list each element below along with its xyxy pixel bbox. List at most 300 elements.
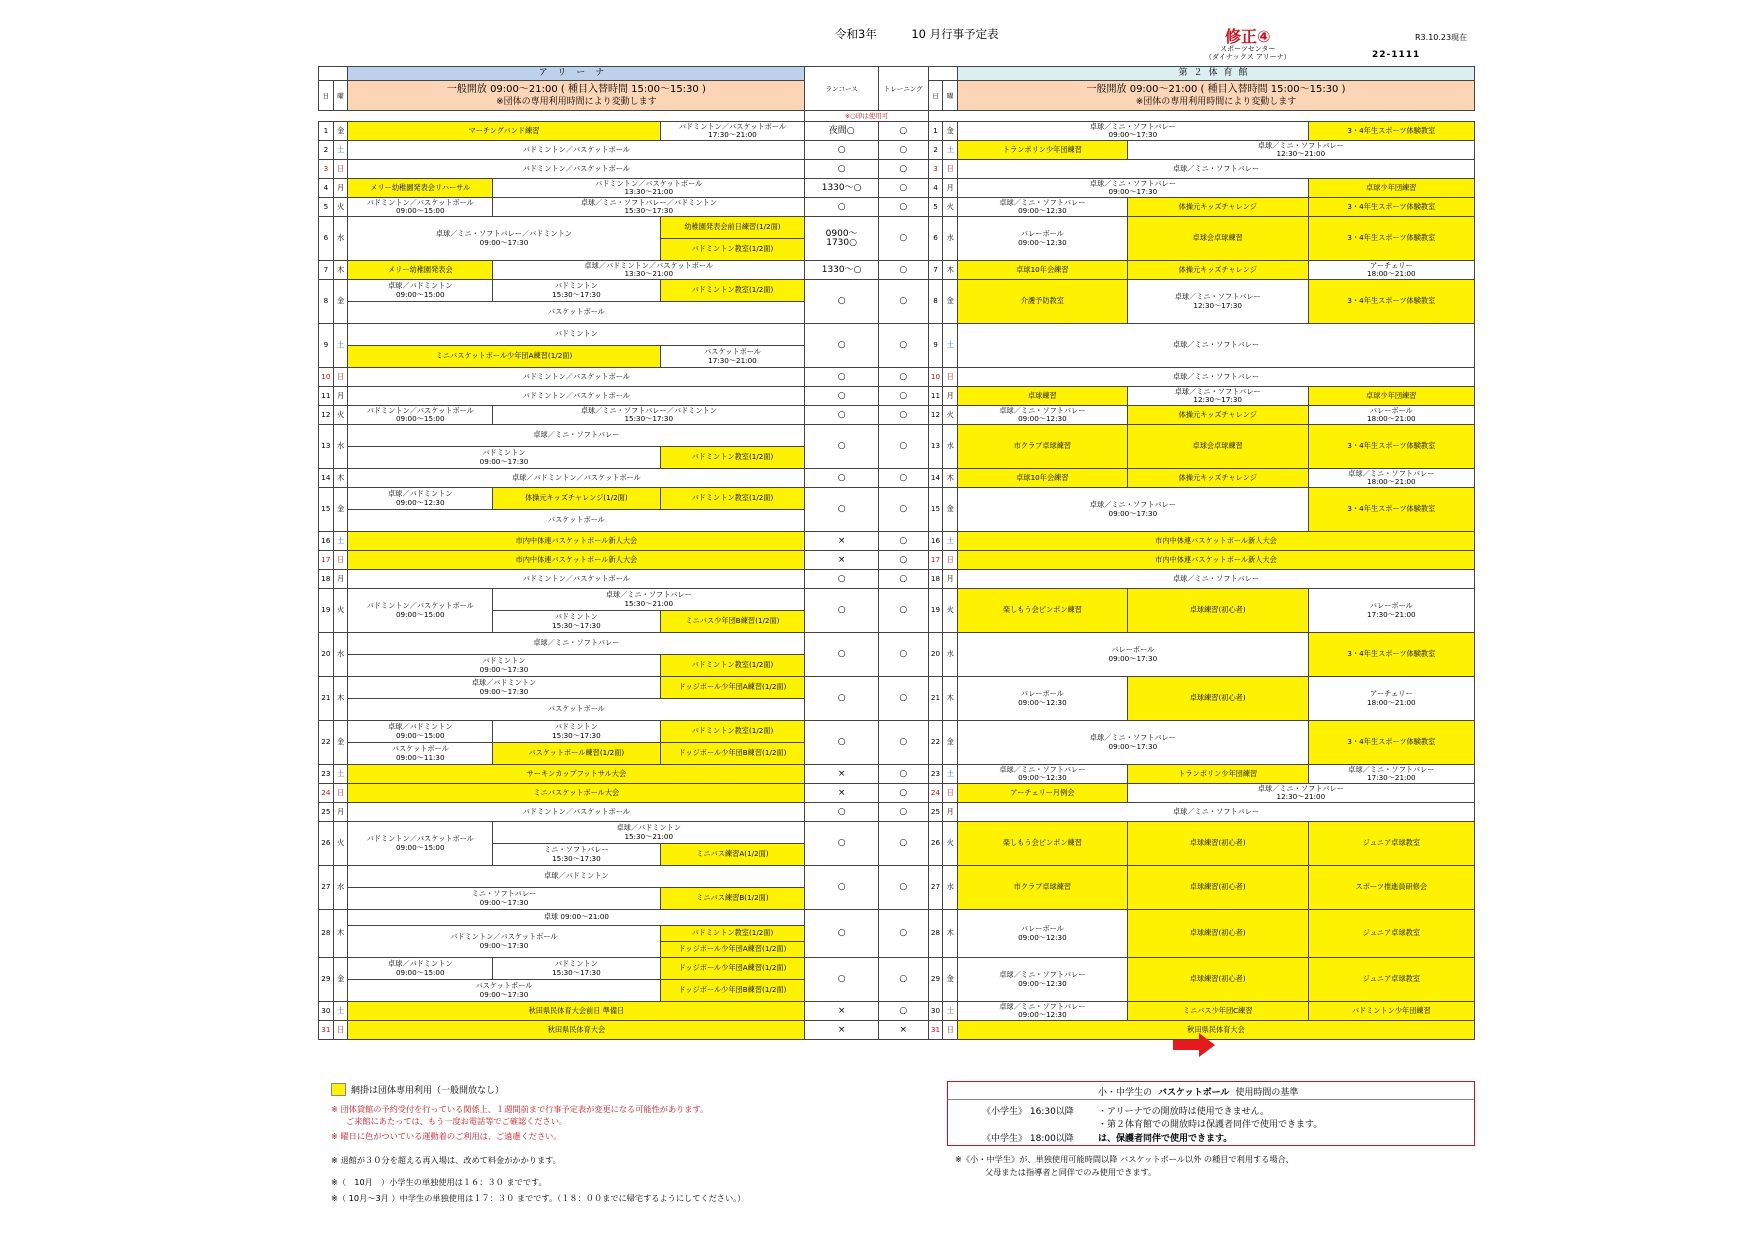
day-row [319,261,1475,280]
arena-booking [348,866,805,888]
date-cell: 1 [319,122,334,141]
running-course-cell [805,122,879,141]
training-cell: ○ [878,261,928,280]
day-row [319,160,1475,179]
run-line: ○ [837,163,846,174]
header-spacer-2 [928,111,1474,122]
training-cell: ○ [878,280,928,324]
gym-booking [958,721,1309,765]
booking-line: マーチングバンド練習 [468,125,540,135]
note-elementary-limit: ※（ 10月 ）小学生の単独使用は１６：３０ までです。 [331,1177,547,1187]
date-cell: 19 [319,589,334,633]
training-cell: ○ [878,160,928,179]
booking-line: 卓球／ミニ・ソフトバレー [1348,468,1435,478]
booking-line: 卓球練習(初心者) [1189,974,1246,984]
arena-booking [493,198,805,217]
day-row [319,822,1475,844]
weekday-cell-gym: 土 [943,765,958,784]
weekday-cell-gym: 土 [943,141,958,160]
date-cell-gym: 30 [928,1002,943,1021]
weekday-cell: 火 [333,822,348,866]
gym-booking [1127,387,1308,406]
date-cell: 15 [319,488,334,532]
booking-line: スポーツ推進員研修会 [1355,882,1428,892]
weekday-cell-gym: 木 [943,910,958,958]
arena-booking [348,1002,805,1021]
day-row [319,784,1475,803]
booking-line: バドミントン教室(1/2面) [691,928,774,938]
running-course-cell [805,160,879,179]
running-course-cell [805,677,879,721]
day-row [319,179,1475,198]
date-cell-gym: 31 [928,1021,943,1040]
weekday-cell-gym: 木 [943,677,958,721]
weekday-cell: 月 [333,570,348,589]
booking-line: 卓球／バドミントン／バスケットボール [512,472,641,482]
weekday-cell-gym: 火 [943,198,958,217]
running-course-cell [805,803,879,822]
date-cell: 9 [319,324,334,368]
day-row [319,589,1475,611]
gym-booking [958,765,1128,784]
booking-line: バスケットボール練習(1/2面) [528,748,625,758]
weekday-cell-gym: 土 [943,1002,958,1021]
booking-line: ドッジボール少年団A練習(1/2面) [678,682,787,692]
weekday-cell-gym: 日 [943,784,958,803]
booking-line: 17:30～21:00 [708,130,757,139]
booking-line: 卓球／バドミントン／バスケットボール [584,260,714,270]
weekday-cell-gym: 火 [943,589,958,633]
arena-booking [348,633,805,655]
running-course-cell [805,1021,879,1040]
arena-booking [493,721,660,743]
training-cell: ○ [878,122,928,141]
booking-line: 09:00～17:30 [1108,653,1158,663]
booking-line: 介護予防教室 [1020,296,1064,306]
booking-line: 09:00～12:30 [1018,237,1067,247]
venue-line-2: （ダイナックス アリーナ） [1205,53,1291,61]
day-row [319,958,1475,980]
running-course-cell [805,217,879,261]
gym-booking [1127,866,1308,910]
date-cell-gym: 6 [928,217,943,261]
booking-line: 卓球／バドミントン [388,959,453,968]
gym-booking [958,633,1309,677]
booking-line: 市内中体連バスケットボール新人大会 [515,554,638,564]
gym-booking [958,324,1475,368]
arena-booking [348,699,805,721]
booking-line: バスケットボール [547,307,605,317]
weekday-cell: 日 [333,551,348,570]
booking-line: 卓球／ミニ・ソフトバレー [1174,386,1261,396]
weekday-cell-gym: 水 [943,633,958,677]
booking-line: 18:00～21:00 [1367,414,1416,423]
arena-booking [348,324,805,346]
running-course-cell [805,570,879,589]
date-cell: 17 [319,551,334,570]
training-cell: ○ [878,406,928,425]
gym-booking [958,803,1475,822]
arena-booking [660,743,805,765]
booking-line: 市内中体連バスケットボール新人大会 [1155,535,1277,545]
booking-line: 3・4年生スポーツ体験教室 [1347,233,1436,243]
gym-booking [958,551,1475,570]
revision-label: 修正④ [1225,27,1271,46]
gym-booking [958,532,1475,551]
rules-title-c: 使用時間の基準 [1235,1088,1299,1098]
day-row [319,141,1475,160]
booking-line: 秋田県民体育大会 [1187,1024,1245,1034]
booking-line: バスケットボール [547,704,605,714]
booking-line: 18:00～21:00 [1367,269,1416,278]
booking-line: バレーボール [1369,601,1413,610]
booking-line: 卓球／ミニ・ソフトバレー [605,590,692,599]
booking-line: バドミントン教室(1/2面) [691,285,774,295]
day-row [319,551,1475,570]
phone-number: 22-1111 [1372,50,1421,60]
gym-booking [1308,589,1474,633]
weekday-cell: 月 [333,803,348,822]
booking-line: 卓球／ミニ・ソフトバレー [1174,292,1261,301]
weekday-cell: 金 [333,958,348,1002]
day-row [319,469,1475,488]
arena-booking [660,217,805,239]
run-line: ○ [837,573,846,584]
booking-line: ミニバス少年団B練習(1/2面) [685,616,780,626]
weekday-cell: 土 [333,532,348,551]
booking-line: ミニ・ソフトバレー [544,845,609,854]
running-course-cell [805,488,879,532]
date-cell-gym: 1 [928,122,943,141]
run-line: ○ [837,441,846,452]
circle-note: ※○印は使用可 [805,111,928,122]
booking-line: バスケットボール [547,515,605,525]
booking-line: ドッジボール少年団B練習(1/2面) [678,748,787,758]
booking-line: 09:00～17:30 [479,664,529,674]
booking-line: 09:00～17:30 [1108,508,1158,518]
note-other-sports: ※《小・中学生》が、単独使用可能時間以降 バスケットボール以外 の種目で利用する場合、 [955,1154,1294,1164]
booking-line: 15:30～17:30 [624,414,674,423]
day-row [319,1002,1475,1021]
weekday-cell: 木 [333,910,348,958]
run-line: × [837,768,846,779]
gym-booking [1308,198,1474,217]
day-row [319,866,1475,888]
training-cell: ○ [878,551,928,570]
weekday-cell: 木 [333,261,348,280]
arena-booking [493,611,660,633]
running-course-cell [805,469,879,488]
booking-line: トランポリン少年団練習 [1002,144,1082,154]
date-cell: 30 [319,1002,334,1021]
booking-line: トランポリン少年団練習 [1178,768,1258,778]
arena-booking [660,721,805,743]
date-cell-gym: 24 [928,784,943,803]
running-course-cell [805,198,879,217]
arena-booking [660,958,805,980]
arena-booking [348,570,805,589]
gym-booking [1127,765,1308,784]
booking-line: 卓球／ミニ・ソフトバレー／バドミントン [580,405,717,415]
training-cell: ○ [878,469,928,488]
day-row [319,122,1475,141]
booking-line: サーキンカップフットサル大会 [526,768,627,778]
arena-booking [660,655,805,677]
booking-line: 15:30～17:30 [552,853,601,863]
basketball-rules-box [947,1081,1475,1146]
booking-line: バドミントン [554,959,598,968]
run-line: ○ [837,296,846,307]
arena-booking [660,280,805,302]
corner-blank [319,67,348,81]
arena-booking [348,1021,805,1040]
day-row [319,406,1475,425]
weekday-cell: 金 [333,488,348,532]
running-course-cell [805,721,879,765]
arena-booking [493,844,660,866]
booking-line: ミニバス練習A(1/2面) [696,849,769,859]
booking-line: 楽しもう会ピンポン練習 [1002,838,1082,848]
booking-line: アーチェリー [1369,689,1413,698]
day-row [319,280,1475,302]
training-cell: ○ [878,217,928,261]
booking-line: アーチェリー [1369,260,1413,270]
booking-line: 秋田県民体育大会前日 準備日 [528,1005,625,1015]
date-cell-gym: 8 [928,280,943,324]
booking-line: 卓球少年団練習 [1366,182,1417,192]
day-row [319,217,1475,239]
arena-booking [348,406,493,425]
booking-line: バドミントン教室(1/2面) [691,452,774,462]
gym-booking [1308,425,1474,469]
running-course-cell [805,324,879,368]
training-cell: ○ [878,387,928,406]
weekday-cell: 木 [333,469,348,488]
gym-booking [958,589,1128,633]
weekday-cell: 日 [333,160,348,179]
booking-line: 卓球練習(初心者) [1189,928,1246,938]
booking-line: 卓球／バドミントン [388,722,453,731]
day-row [319,677,1475,699]
gym-booking [1308,765,1474,784]
arena-booking [348,346,660,368]
running-course-cell [805,589,879,633]
arena-booking [348,368,805,387]
weekday-cell-gym: 金 [943,488,958,532]
booking-line: バレーボール [1020,229,1064,238]
date-cell-gym: 26 [928,822,943,866]
page-title: 令和3年 10 月行事予定表 [835,27,999,41]
booking-line: 卓球／ミニ・ソフトバレー [999,1001,1086,1011]
gym-booking [1127,217,1308,261]
booking-line: 卓球／ミニ・ソフトバレー [1172,573,1260,583]
header-spacer [319,111,805,122]
booking-line: メリー幼稚園発表会リハーサル [370,182,471,192]
booking-line: 15:30～17:30 [552,289,601,299]
gym-booking [1308,866,1474,910]
open-hours-text: 一般開放 09:00～21:00 ( 種目入替時間 15:00～15:30 ) [446,83,706,95]
booking-line: バドミントン／バスケットボール [450,932,558,941]
booking-line: 卓球／ミニ・ソフトバレー [1172,806,1260,816]
day-row [319,633,1475,655]
weekday-cell-gym: 水 [943,425,958,469]
gym-booking [1127,958,1308,1002]
gym-booking [958,425,1128,469]
booking-line: 09:00～17:30 [479,989,529,999]
weekday-cell-gym: 日 [943,368,958,387]
gym-booking [1127,141,1474,160]
gym2-open-hours [958,81,1475,111]
weekday-cell: 土 [333,765,348,784]
running-course-cell [805,179,879,198]
training-cell: ○ [878,179,928,198]
booking-line: 09:00～15:00 [395,967,445,977]
gym-booking [1308,633,1474,677]
gym-booking [958,387,1128,406]
weekday-cell: 火 [333,589,348,633]
date-cell-gym: 22 [928,721,943,765]
booking-line: 卓球／ミニ・ソフトバレー [1172,371,1260,381]
date-cell: 13 [319,425,334,469]
booking-line: バドミントン／バスケットボール [522,163,630,173]
booking-line: 卓球／ミニ・ソフトバレー [1172,163,1260,173]
day-row [319,425,1475,447]
date-cell-gym: 23 [928,765,943,784]
arena-booking [493,958,660,980]
arena-booking [660,122,805,141]
booking-line: バスケットボール [703,347,761,356]
open-hours-note: ※団体の専用利用時間により変動します [496,96,657,107]
divider [948,1099,1474,1100]
gym-booking [958,784,1128,803]
date-cell: 6 [319,217,334,261]
training-cell: ○ [878,532,928,551]
day-row [319,198,1475,217]
booking-line: 09:00～17:30 [1108,741,1158,751]
rule-elementary-time: 《小学生》 16:30以降 [982,1107,1074,1117]
weekday-cell-gym: 土 [943,532,958,551]
booking-line: 09:00～15:00 [395,414,445,423]
run-line: ○ [837,371,846,382]
rules-title-b: バスケットボール [1158,1088,1230,1098]
booking-line: 卓球／ミニ・ソフトバレー [1348,764,1435,774]
booking-line: バドミントン教室(1/2面) [691,726,774,736]
date-col-heading: 日 [319,81,334,111]
gym-booking [958,160,1475,179]
arena-heading: アリーナ [348,67,805,81]
gym-booking [958,217,1128,261]
booking-line: 卓球／ミニ・ソフトバレー [1089,500,1176,509]
running-course-cell [805,368,879,387]
weekday-cell-gym: 日 [943,551,958,570]
arena-booking [348,141,805,160]
gym-booking [958,910,1128,958]
running-course-cell [805,866,879,910]
gym-booking [958,1021,1475,1040]
training-cell: ○ [878,368,928,387]
training-cell: ○ [878,141,928,160]
weekday-cell: 土 [333,141,348,160]
booking-line: 17:30～21:00 [1367,773,1416,782]
booking-line: 17:30～21:00 [708,355,757,365]
booking-line: 市クラブ卓球練習 [1013,441,1072,451]
running-course-cell [805,633,879,677]
booking-line: 15:30～17:30 [552,730,601,740]
date-cell: 22 [319,721,334,765]
date-cell-gym: 27 [928,866,943,910]
booking-line: バドミントン／バスケットボール [522,144,630,154]
open-hours-text: 一般開放 09:00～21:00 ( 種目入替時間 15:00～15:30 ) [1086,83,1346,95]
run-line: ○ [837,737,846,748]
gym-booking [1127,822,1308,866]
booking-line: 体操元キッズチャレンジ [1178,264,1257,274]
arena-booking [660,447,805,469]
weekday-cell-gym: 月 [943,387,958,406]
booking-line: 市クラブ卓球練習 [1013,882,1072,892]
weekday-cell-gym: 金 [943,958,958,1002]
weekday-cell-gym: 土 [943,324,958,368]
gym-booking [958,141,1128,160]
legend-swatch [331,1083,346,1096]
day-row [319,532,1475,551]
run-line: ○ [837,838,846,849]
note-reentry: ※ 退館が３０分を超える再入場は、改めて料金がかかります。 [331,1155,561,1165]
booking-line: 09:00～12:30 [395,497,445,507]
booking-line: 卓球／ミニ・ソフトバレー [1257,140,1344,150]
run-line: × [837,1005,846,1016]
booking-line: 09:00～11:30 [395,752,445,762]
arena-booking [493,488,660,510]
arena-booking [348,160,805,179]
date-cell-gym: 12 [928,406,943,425]
note-junior-high-limit: ※（ 10月～3月 ）中学生の単独使用は１７：３０ までです。（１８：００までに帰宅するようにしてください。） [331,1193,746,1203]
weekday-cell: 月 [333,387,348,406]
training-cell: ○ [878,198,928,217]
run-line: ○ [837,144,846,155]
booking-line: 09:00～12:30 [1018,932,1067,942]
arena-booking [348,425,805,447]
booking-line: ミニバスケットボール少年団A練習(1/2面) [435,351,573,361]
booking-line: 3・4年生スポーツ体験教室 [1347,737,1436,747]
running-course-cell [805,425,879,469]
training-cell: ○ [878,677,928,721]
booking-line: 卓球練習 [1027,390,1057,400]
booking-line: 卓球10年会練習 [1016,264,1069,274]
booking-line: ドッジボール少年団A練習(1/2面) [678,963,787,973]
rule-elementary-gym2: ・第２体育館での開放時は保護者同伴で使用できます。 [1098,1120,1323,1130]
gym-booking [1127,469,1308,488]
booking-line: 09:00～15:00 [395,609,445,619]
booking-line: 卓球／ミニ・ソフトバレー [999,197,1086,207]
weekday-cell-gym: 月 [943,803,958,822]
booking-line: 12:30～21:00 [1276,149,1326,158]
weekday-cell: 木 [333,677,348,721]
arena-booking [348,179,493,198]
booking-line: 卓球／ミニ・ソフトバレー [999,764,1086,774]
booking-line: 卓球／バドミントン [616,823,682,832]
gym-booking [1308,122,1474,141]
booking-line: 卓球／ミニ・ソフトバレー [1172,340,1260,350]
run-line: 0900～ [825,229,858,239]
gym-booking [958,122,1309,141]
booking-line: 09:00～15:00 [395,842,445,852]
arena-booking [348,551,805,570]
date-cell: 21 [319,677,334,721]
booking-line: 09:00～15:00 [395,206,445,215]
date-cell-gym: 11 [928,387,943,406]
booking-line: メリー幼稚園発表会 [387,264,453,274]
booking-line: バレーボール [1111,645,1155,654]
